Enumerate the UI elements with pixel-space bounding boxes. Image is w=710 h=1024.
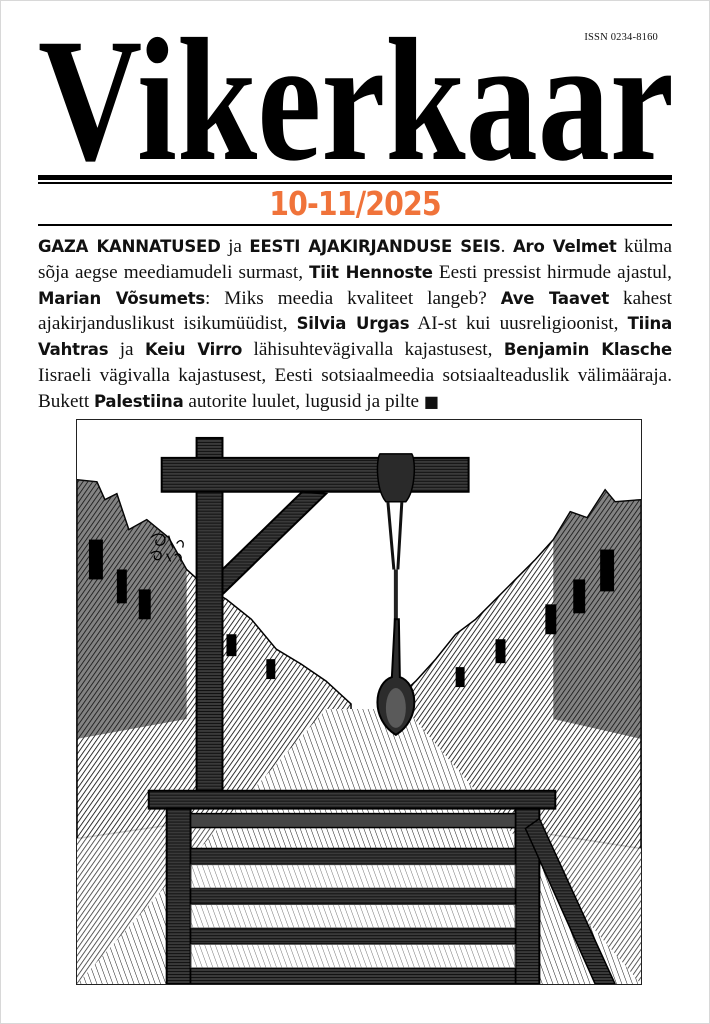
author-tiit-hennoste: Tiit Hennoste (309, 262, 433, 282)
section-palestiina: Palestiina (93, 391, 184, 411)
author-keiu-virro: Keiu Virro (144, 340, 243, 360)
text: Iisraeli vägivalla kajastusest, Eesti sotsiaalmeedia sotsiaalteaduslik välimääraja. Bukett (38, 364, 672, 412)
text: autorite luulet, lugusid ja pilte (183, 390, 424, 412)
text: . (500, 236, 513, 257)
issn-label: ISSN 0234-8160 (584, 32, 658, 43)
topic-press: EESTI AJAKIRJANDUSE SEIS (249, 237, 501, 256)
author-silvia-urgas: Silvia Urgas (296, 314, 410, 334)
text: külma sõja aegse meediamudeli surmast, (38, 236, 672, 283)
gallows-beam (162, 458, 469, 492)
author-marian-vosumets: Marian Võsumets (38, 288, 206, 308)
author-benjamin-klasche: Benjamin Klasche (503, 340, 672, 360)
text: lähisuhtevägivalla kajastusest, (242, 339, 504, 361)
masthead-rule-thick (38, 175, 672, 180)
text: ja (108, 339, 145, 361)
scaffold-platform (149, 791, 556, 809)
masthead-logo (34, 22, 676, 172)
author-tiina-vahtras: Tiina Vahtras (38, 314, 673, 360)
masthead-title: Vikerkaar (38, 22, 674, 172)
text: : Miks meedia kvaliteet langeb? (205, 287, 501, 309)
issue-rule (38, 224, 672, 226)
contents-summary (38, 234, 672, 415)
gallows-spoon-illustration (76, 419, 642, 985)
author-aro-velmet: Aro Velmet (512, 237, 617, 256)
text: kahest ajakirjanduslikust isikumüüdist, (38, 287, 672, 335)
end-mark-icon: ■ (423, 391, 439, 411)
topic-gaza: GAZA KANNATUSED (38, 237, 221, 256)
text: Eesti pressist hirmude ajastul, (432, 261, 672, 283)
text: AI-st kui uusreligioonist, (409, 313, 628, 335)
author-ave-taavet: Ave Taavet (500, 288, 610, 308)
text: ja (220, 236, 250, 257)
issue-number: 10-11/2025 (269, 184, 441, 223)
